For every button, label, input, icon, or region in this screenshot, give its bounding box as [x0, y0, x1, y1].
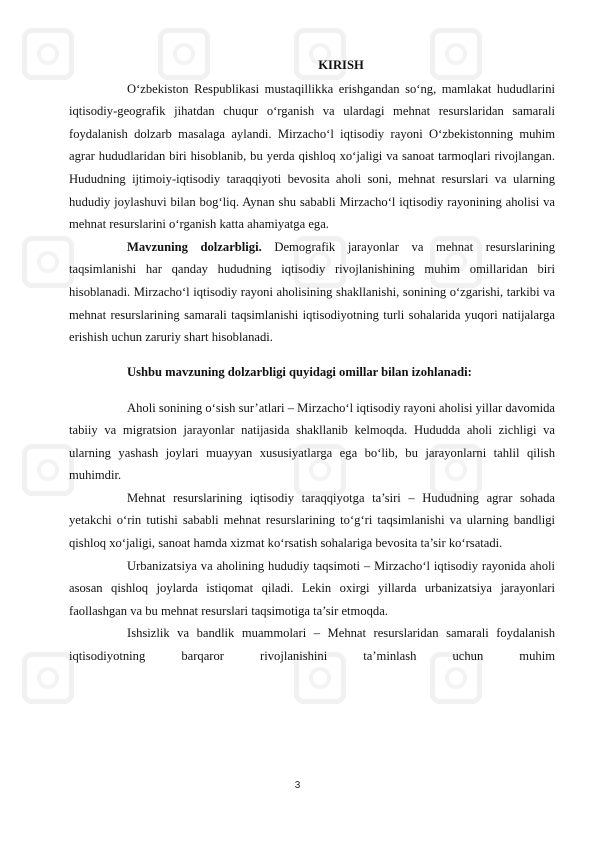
factor-urbanization: Urbanizatsiya va aholining hududiy taqsimoti – Mirzacho‘l iqtisodiy rayonida aholi asosan qishloq joylarda istiqomat qiladi. Lekin oxirgi yillarda urbanizatsiya jarayonlari faollashgan va bu mehnat resurslari taqsimotiga ta’sir etmoqda. [69, 558, 555, 618]
paragraph-intro [69, 78, 555, 236]
document-body [69, 54, 555, 668]
paragraph-relevance-text: Demografik jarayonlar va mehnat resurslarining taqsimlanishi har qanday hududning iqtisodiy rivojlanishining muhim omillaridan biri hisoblanadi. Mirzacho‘l iqtisodiy rayoni aholisining shakllanishi, sonining o‘zgarishi, tarkibi va mehnat resurslarining samarali taqsimlanishi iqtisodiyotning turli sohalarida yuqori natijalarga erishish uchun zaruriy shart hisoblanadi. [69, 239, 555, 345]
factors-subheading: Ushbu mavzuning dolzarbligi quyidagi omillar bilan izohlanadi: [127, 365, 472, 380]
watermark-logo-icon [22, 236, 74, 288]
section-heading: KIRISH [318, 58, 364, 72]
paragraph-relevance [69, 236, 555, 349]
factor-unemployment: Ishsizlik va bandlik muammolari – Mehnat resurslaridan samarali foydalanish iqtisodiyotning barqaror rivojlanishini ta’minlash uchun muhim [69, 626, 555, 664]
watermark-logo-icon [22, 444, 74, 496]
page-number: 3 [294, 780, 301, 791]
paragraph-relevance-lead: Mavzuning dolzarbligi. [127, 239, 262, 254]
watermark-logo-icon [22, 28, 74, 80]
factor-population-growth: Aholi sonining o‘sish sur’atlari – Mirzacho‘l iqtisodiy rayoni aholisi yillar davomida tabiiy va migratsion jarayonlar natijasida shakllanib kelmoqda. Hududda aholi zichligi va ularning yashash joylari muayyan xususiyatlarga ega bo‘lib, bu jarayonlarni tahlil qilish muhimdir. [69, 400, 555, 483]
watermark-logo-icon [22, 652, 74, 704]
paragraph-intro-text: O‘zbekiston Respublikasi mustaqillikka erishgandan so‘ng, mamlakat hududlarini iqtisodiy-geografik jihatdan chuqur o‘rganish va ulardagi mehnat resurslaridan samarali foydalanish dolzarb masalaga aylandi. Mirzacho‘l iqtisodiy rayoni O‘zbekistonning muhim agrar hududlaridan biri hisoblanib, bu yerda qishloq xo‘jaligi va sanoat tarmoqlari rivojlangan. Hududning ijtimoiy-iqtisodiy taraqqiyoti bevosita aholi soni, mehnat resurslari va ularning hududiy joylashuvi bilan bog‘liq. Aynan shu sababli Mirzacho‘l iqtisodiy rayonining aholisi va mehnat resurslarini o‘rganish katta ahamiyatga ega. [69, 81, 555, 232]
factor-labor-impact: Mehnat resurslarining iqtisodiy taraqqiyotga ta’siri – Hududning agrar sohada yetakchi o‘rin tutishi sababli mehnat resurslarining to‘g‘ri taqsimlanishi va ularning bandligi qishloq xo‘jaligi, sanoat hamda xizmat ko‘rsatish sohalariga bevosita ta’sir ko‘rsatadi. [69, 490, 555, 551]
